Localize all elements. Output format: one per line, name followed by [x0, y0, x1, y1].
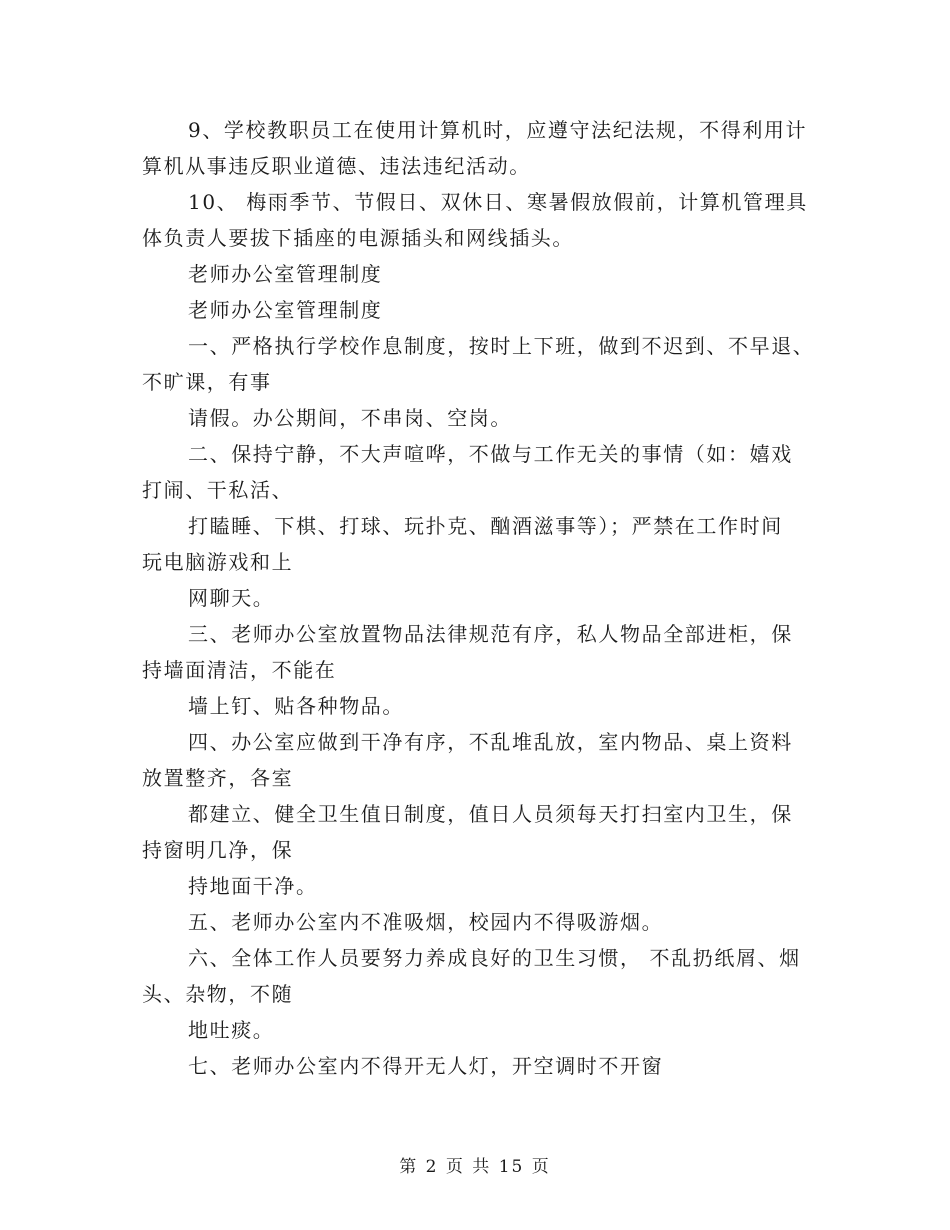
paragraph	[142, 580, 802, 616]
text-line: 头、杂物，不随	[142, 982, 294, 1006]
text-line: 玩电脑游戏和上	[142, 550, 294, 574]
text-line: 打闹、干私活、	[142, 478, 294, 502]
text-line: 老师办公室管理制度	[188, 298, 383, 322]
text-line: 四、办公室应做到干净有序，不乱堆乱放，室内物品、桌上资料	[188, 730, 793, 754]
paragraph	[142, 436, 802, 508]
section-heading	[142, 256, 802, 292]
paragraph	[142, 904, 802, 940]
text-line: 六、全体工作人员要努力养成良好的卫生习惯， 不乱扔纸屑、烟	[188, 946, 801, 970]
text-line: 持地面干净。	[188, 874, 318, 898]
paragraph	[142, 724, 802, 796]
paragraph	[142, 1012, 802, 1048]
document-body	[142, 112, 815, 1084]
text-line: 老师办公室管理制度	[188, 262, 383, 286]
paragraph	[142, 328, 815, 400]
text-line: 墙上钉、贴各种物品。	[188, 694, 404, 718]
text-line: 一、严格执行学校作息制度，按时上下班，做到不迟到、不早退、	[188, 334, 815, 358]
paragraph	[142, 616, 802, 688]
paragraph	[142, 508, 802, 580]
text-line: 放置整齐，各室	[142, 766, 294, 790]
text-line: 打瞌睡、下棋、打球、玩扑克、酗酒滋事等）；严禁在工作时间	[188, 514, 783, 538]
paragraph	[142, 940, 802, 1012]
text-line: 地吐痰。	[188, 1018, 275, 1042]
paragraph	[142, 400, 802, 436]
text-line: 持窗明几净，保	[142, 838, 294, 862]
paragraph	[142, 868, 802, 904]
text-line: 七、老师办公室内不得开无人灯，开空调时不开窗	[188, 1054, 664, 1078]
text-line: 网聊天。	[188, 586, 275, 610]
text-line: 10、 梅雨季节、节假日、双休日、寒暑假放假前，计算机管理具	[188, 190, 808, 214]
paragraph	[142, 796, 802, 868]
text-line: 三、老师办公室放置物品法律规范有序，私人物品全部进柜，保	[188, 622, 793, 646]
paragraph	[142, 184, 808, 256]
section-heading	[142, 292, 802, 328]
page-number-footer: 第 2 页 共 15 页	[399, 1157, 551, 1177]
text-line: 请假。办公期间，不串岗、空岗。	[188, 406, 512, 430]
text-line: 持墙面清洁，不能在	[142, 658, 337, 682]
text-line: 不旷课，有事	[142, 370, 272, 394]
paragraph	[142, 112, 808, 184]
text-line: 五、老师办公室内不准吸烟，校园内不得吸游烟。	[188, 910, 664, 934]
text-line: 二、保持宁静，不大声喧哗，不做与工作无关的事情（如：嬉戏	[188, 442, 793, 466]
paragraph	[142, 688, 802, 724]
paragraph	[142, 1048, 802, 1084]
text-line: 都建立、健全卫生值日制度，值日人员须每天打扫室内卫生，保	[188, 802, 793, 826]
text-line: 算机从事违反职业道德、违法违纪活动。	[142, 154, 531, 178]
text-line: 体负责人要拔下插座的电源插头和网线插头。	[142, 226, 574, 250]
text-line: 9、学校教职员工在使用计算机时，应遵守法纪法规，不得利用计	[188, 118, 808, 142]
